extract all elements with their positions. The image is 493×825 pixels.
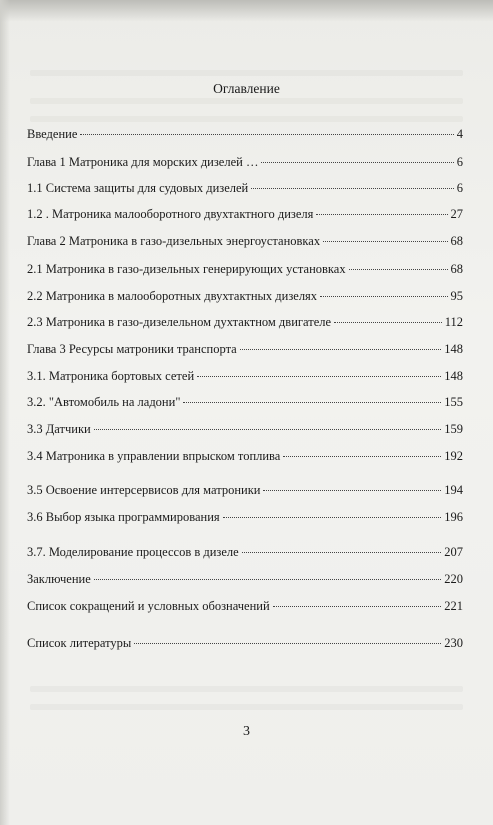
toc-entry-label: 3.3 Датчики (27, 422, 91, 436)
toc-entry-page: 221 (444, 599, 463, 613)
toc-entry[interactable] (27, 315, 463, 331)
show-through-line (30, 116, 463, 122)
toc-entry-label: 2.3 Матроника в газо-дизелельном духтактном двигателе (27, 315, 332, 329)
toc-entry-label: 2.2 Матроника в малооборотных двухтактных дизелях (27, 289, 318, 303)
toc-entry[interactable] (27, 572, 463, 588)
dot-leader (80, 134, 453, 135)
dot-leader (349, 269, 448, 270)
toc-entry-page: 159 (444, 422, 463, 436)
dot-leader (316, 214, 447, 215)
dot-leader (240, 349, 442, 350)
dot-leader (94, 579, 442, 580)
toc-entry-page: 220 (444, 572, 463, 586)
toc-entry-page: 148 (444, 342, 463, 356)
dot-leader (320, 296, 447, 297)
dot-leader (134, 643, 441, 644)
toc-entry-page: 6 (456, 181, 463, 195)
toc-entry[interactable] (27, 395, 463, 411)
toc-entry-page: 6 (456, 155, 463, 169)
page-folio-number: 3 (243, 724, 250, 739)
toc-entry[interactable] (27, 449, 463, 465)
toc-entry-page: 207 (444, 545, 463, 559)
dot-leader (334, 322, 442, 323)
toc-entry-label: 3.5 Освоение интерсервисов для матроники (27, 483, 261, 497)
toc-entry-label: 3.4 Матроника в управлении впрыском топлива (27, 449, 281, 463)
dot-leader (197, 376, 441, 377)
toc-entry-label: Список литературы (27, 636, 132, 650)
dot-leader (323, 241, 447, 242)
dot-leader (263, 490, 441, 491)
toc-entry[interactable] (27, 181, 463, 197)
toc-entry-page: 112 (444, 315, 463, 329)
toc-entry[interactable] (27, 599, 463, 615)
toc-entry-label: Глава 1 Матроника для морских дизелей … (27, 155, 259, 169)
toc-heading: Оглавление (213, 81, 280, 96)
toc-entry-label: 2.1 Матроника в газо-дизельных генерирующих установках (27, 262, 346, 276)
toc-entry[interactable] (27, 369, 463, 385)
toc-entry-label: Глава 2 Матроника в газо-дизельных энергоустановках (27, 234, 321, 248)
toc-entry[interactable] (27, 636, 463, 652)
show-through-line (30, 98, 463, 104)
toc-entry-page: 4 (456, 127, 463, 141)
toc-entry-label: Список сокращений и условных обозначений (27, 599, 270, 613)
dot-leader (94, 429, 442, 430)
toc-entry-label: 3.7. Моделирование процессов в дизеле (27, 545, 239, 559)
toc-entry-page: 68 (450, 234, 463, 248)
toc-entry[interactable] (27, 545, 463, 561)
toc-entry-label: Введение (27, 127, 78, 141)
dot-leader (242, 552, 442, 553)
toc-entry-label: 1.2 . Матроника малооборотного двухтактного дизеля (27, 207, 314, 221)
toc-entry[interactable] (27, 155, 463, 171)
toc-entry-label: Глава 3 Ресурсы матроники транспорта (27, 342, 237, 356)
dot-leader (283, 456, 441, 457)
toc-entry-page: 95 (450, 289, 463, 303)
toc-entry-label: Заключение (27, 572, 91, 586)
toc-entry[interactable] (27, 207, 463, 223)
toc-entry-label: 1.1 Система защиты для судовых дизелей (27, 181, 249, 195)
toc-entry-page: 192 (444, 449, 463, 463)
toc-entry-page: 230 (444, 636, 463, 650)
toc-entry-page: 27 (450, 207, 463, 221)
toc-entry[interactable] (27, 262, 463, 278)
dot-leader (261, 162, 453, 163)
toc-entry-label: 3.6 Выбор языка программирования (27, 510, 220, 524)
show-through-line (30, 704, 463, 710)
toc-entry[interactable] (27, 127, 463, 143)
toc-entry[interactable] (27, 483, 463, 499)
toc-entry[interactable] (27, 342, 463, 358)
dot-leader (251, 188, 454, 189)
show-through-line (30, 70, 463, 76)
page-left-shadow (0, 0, 10, 825)
dot-leader (223, 517, 442, 518)
toc-entry-label: 3.2. "Автомобиль на ладони" (27, 395, 181, 409)
toc-entry-page: 148 (444, 369, 463, 383)
toc-entry-label: 3.1. Матроника бортовых сетей (27, 369, 195, 383)
toc-entry[interactable] (27, 510, 463, 526)
page-top-shadow (0, 0, 493, 22)
show-through-line (30, 686, 463, 692)
toc-entry-page: 68 (450, 262, 463, 276)
dot-leader (273, 606, 442, 607)
toc-entry-page: 194 (444, 483, 463, 497)
dot-leader (183, 402, 441, 403)
toc-entry[interactable] (27, 289, 463, 305)
toc-entry-page: 196 (444, 510, 463, 524)
toc-entry-page: 155 (444, 395, 463, 409)
toc-entry[interactable] (27, 422, 463, 438)
toc-entry[interactable] (27, 234, 463, 250)
